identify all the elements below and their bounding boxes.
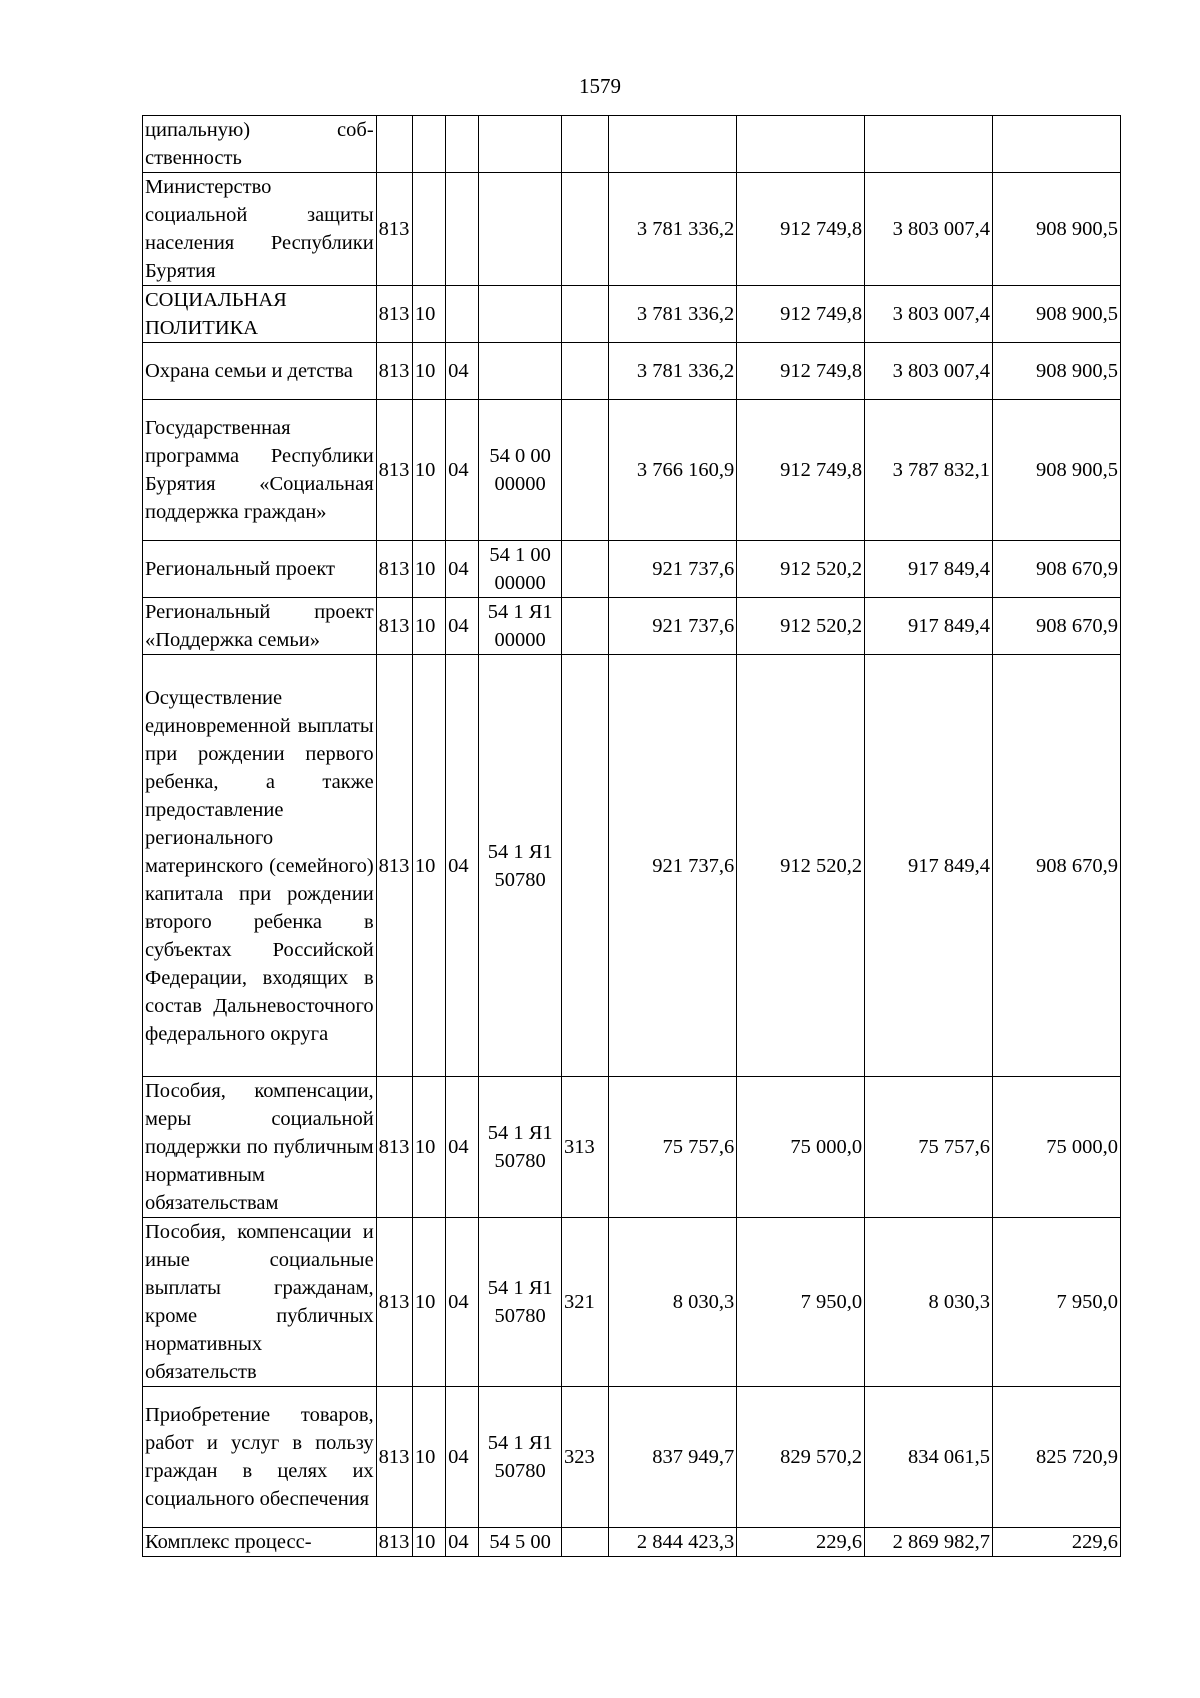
amount-1: 921 737,6 (609, 541, 737, 598)
amount-2: 912 749,8 (737, 286, 865, 343)
table-row (143, 598, 1121, 655)
table-row (143, 1387, 1121, 1528)
amount-3: 917 849,4 (865, 655, 993, 1077)
amount-2: 7 950,0 (737, 1218, 865, 1387)
table-row (143, 655, 1121, 1077)
section-code: 10 (412, 343, 445, 400)
amount-1: 3 781 336,2 (609, 173, 737, 286)
amount-2: 912 520,2 (737, 541, 865, 598)
amount-1: 75 757,6 (609, 1077, 737, 1218)
amount-3: 2 869 982,7 (865, 1528, 993, 1557)
expense-type-code (561, 1528, 608, 1557)
budget-table-body (143, 116, 1121, 1557)
amount-3: 834 061,5 (865, 1387, 993, 1528)
amount-3: 75 757,6 (865, 1077, 993, 1218)
table-row (143, 541, 1121, 598)
section-code: 10 (412, 598, 445, 655)
section-code: 10 (412, 1528, 445, 1557)
subsection-code: 04 (446, 1077, 479, 1218)
target-article-code: 54 1 00 00000 (479, 541, 562, 598)
section-code: 10 (412, 541, 445, 598)
expense-type-code (561, 598, 608, 655)
amount-4 (993, 116, 1121, 173)
amount-4: 908 900,5 (993, 173, 1121, 286)
ved-code: 813 (376, 541, 412, 598)
row-name: Министерство социальной защиты населения Республики Бурятия (143, 173, 377, 286)
subsection-code (446, 286, 479, 343)
amount-4: 908 670,9 (993, 541, 1121, 598)
row-name: ципальную) соб-ственность (143, 116, 377, 173)
expense-type-code: 313 (561, 1077, 608, 1218)
target-article-code: 54 1 Я1 50780 (479, 1077, 562, 1218)
ved-code: 813 (376, 343, 412, 400)
amount-4: 825 720,9 (993, 1387, 1121, 1528)
section-code (412, 116, 445, 173)
amount-4: 908 900,5 (993, 343, 1121, 400)
section-code: 10 (412, 655, 445, 1077)
expense-type-code: 323 (561, 1387, 608, 1528)
table-row (143, 286, 1121, 343)
amount-3: 917 849,4 (865, 541, 993, 598)
table-row (143, 343, 1121, 400)
row-name: Пособия, компенсации и иные социальные выплаты гражданам, кроме публичных нормативных обязательств (143, 1218, 377, 1387)
row-name: Комплекс процесс- (143, 1528, 377, 1557)
subsection-code (446, 173, 479, 286)
subsection-code: 04 (446, 598, 479, 655)
target-article-code (479, 116, 562, 173)
ved-code: 813 (376, 1528, 412, 1557)
target-article-code (479, 286, 562, 343)
ved-code: 813 (376, 655, 412, 1077)
target-article-code: 54 1 Я1 00000 (479, 598, 562, 655)
target-article-code: 54 1 Я1 50780 (479, 655, 562, 1077)
row-name: Охрана семьи и детства (143, 343, 377, 400)
amount-3: 3 803 007,4 (865, 173, 993, 286)
amount-2: 912 749,8 (737, 173, 865, 286)
budget-table (142, 115, 1121, 1557)
amount-1: 921 737,6 (609, 655, 737, 1077)
section-code: 10 (412, 1077, 445, 1218)
amount-3: 917 849,4 (865, 598, 993, 655)
expense-type-code (561, 343, 608, 400)
expense-type-code: 321 (561, 1218, 608, 1387)
section-code: 10 (412, 400, 445, 541)
ved-code: 813 (376, 173, 412, 286)
subsection-code: 04 (446, 541, 479, 598)
amount-2: 912 520,2 (737, 598, 865, 655)
ved-code: 813 (376, 1218, 412, 1387)
amount-2: 912 749,8 (737, 400, 865, 541)
page-number: 1579 (579, 74, 621, 98)
amount-3: 3 787 832,1 (865, 400, 993, 541)
row-name: Региональный проект (143, 541, 377, 598)
subsection-code: 04 (446, 1218, 479, 1387)
ved-code: 813 (376, 1077, 412, 1218)
row-name: Пособия, компенсации, меры социальной поддержки по публичным нормативным обязательствам (143, 1077, 377, 1218)
ved-code: 813 (376, 400, 412, 541)
amount-1: 8 030,3 (609, 1218, 737, 1387)
table-row (143, 400, 1121, 541)
amount-4: 75 000,0 (993, 1077, 1121, 1218)
row-name: Государственная программа Республики Бурятия «Социальная поддержка граждан» (143, 400, 377, 541)
section-code: 10 (412, 286, 445, 343)
expense-type-code (561, 655, 608, 1077)
ved-code: 813 (376, 286, 412, 343)
amount-1: 3 766 160,9 (609, 400, 737, 541)
target-article-code (479, 173, 562, 286)
ved-code: 813 (376, 1387, 412, 1528)
amount-2: 229,6 (737, 1528, 865, 1557)
target-article-code (479, 343, 562, 400)
row-name: СОЦИАЛЬНАЯ ПОЛИТИКА (143, 286, 377, 343)
amount-1: 837 949,7 (609, 1387, 737, 1528)
ved-code (376, 116, 412, 173)
table-row (143, 173, 1121, 286)
subsection-code (446, 116, 479, 173)
row-name: Осуществление единовременной выплаты при рождении первого ребенка, а также предоставление регионального материнского (семейного) капитала при рождении второго ребенка в субъектах Российской Федерации, входящих в состав Дальневосточного федерального округа (143, 655, 377, 1077)
expense-type-code (561, 173, 608, 286)
amount-4: 908 900,5 (993, 400, 1121, 541)
amount-1 (609, 116, 737, 173)
expense-type-code (561, 400, 608, 541)
table-row (143, 1077, 1121, 1218)
table-row (143, 1528, 1121, 1557)
row-name: Региональный проект «Поддержка семьи» (143, 598, 377, 655)
subsection-code: 04 (446, 400, 479, 541)
amount-1: 921 737,6 (609, 598, 737, 655)
amount-4: 908 900,5 (993, 286, 1121, 343)
amount-2: 912 749,8 (737, 343, 865, 400)
amount-4: 908 670,9 (993, 598, 1121, 655)
amount-1: 3 781 336,2 (609, 286, 737, 343)
amount-2 (737, 116, 865, 173)
amount-4: 7 950,0 (993, 1218, 1121, 1387)
target-article-code: 54 0 00 00000 (479, 400, 562, 541)
amount-2: 75 000,0 (737, 1077, 865, 1218)
section-code: 10 (412, 1218, 445, 1387)
amount-1: 2 844 423,3 (609, 1528, 737, 1557)
amount-3: 8 030,3 (865, 1218, 993, 1387)
amount-3: 3 803 007,4 (865, 286, 993, 343)
target-article-code: 54 1 Я1 50780 (479, 1218, 562, 1387)
subsection-code: 04 (446, 1528, 479, 1557)
expense-type-code (561, 116, 608, 173)
amount-1: 3 781 336,2 (609, 343, 737, 400)
subsection-code: 04 (446, 655, 479, 1077)
section-code: 10 (412, 1387, 445, 1528)
subsection-code: 04 (446, 343, 479, 400)
amount-2: 829 570,2 (737, 1387, 865, 1528)
amount-4: 908 670,9 (993, 655, 1121, 1077)
ved-code: 813 (376, 598, 412, 655)
amount-4: 229,6 (993, 1528, 1121, 1557)
section-code (412, 173, 445, 286)
table-row (143, 1218, 1121, 1387)
amount-3 (865, 116, 993, 173)
expense-type-code (561, 541, 608, 598)
target-article-code: 54 1 Я1 50780 (479, 1387, 562, 1528)
amount-3: 3 803 007,4 (865, 343, 993, 400)
subsection-code: 04 (446, 1387, 479, 1528)
expense-type-code (561, 286, 608, 343)
row-name: Приобретение товаров, работ и услуг в пользу граждан в целях их социального обеспечения (143, 1387, 377, 1528)
table-row (143, 116, 1121, 173)
amount-2: 912 520,2 (737, 655, 865, 1077)
target-article-code: 54 5 00 (479, 1528, 562, 1557)
